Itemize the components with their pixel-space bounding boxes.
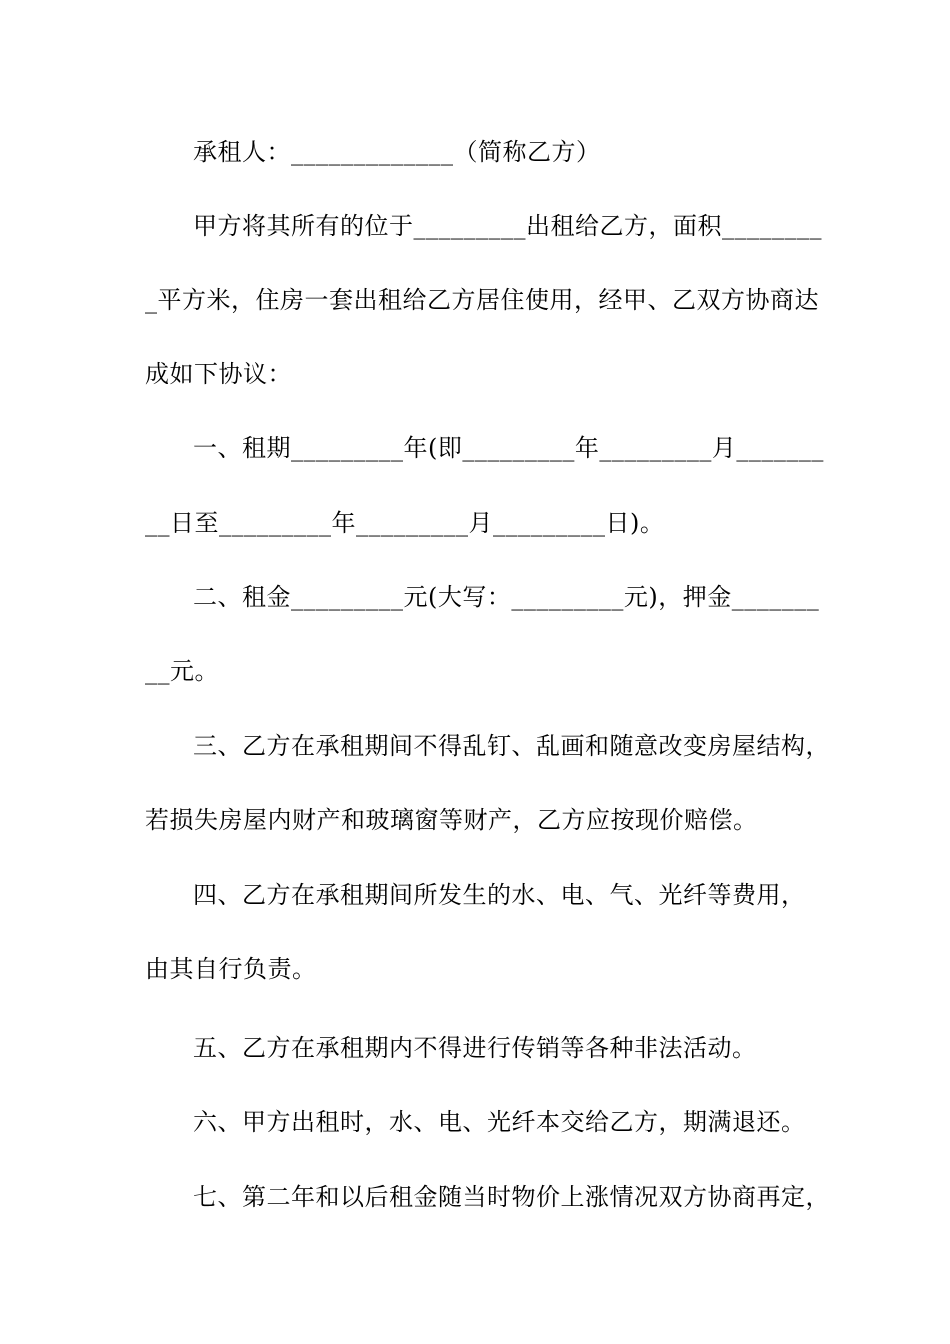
clause-3-line-2: 若损失房屋内财产和玻璃窗等财产，乙方应按现价赔偿。 xyxy=(145,806,758,834)
clause-7-line-1: 七、第二年和以后租金随当时物价上涨情况双方协商再定， xyxy=(193,1183,830,1211)
clause-1-line-2: __日至_________年_________月_________日)。 xyxy=(145,509,665,537)
paragraph-premises-line-3: 成如下协议： xyxy=(145,360,292,388)
clause-6: 六、甲方出租时，水、电、光纤本交给乙方，期满退还。 xyxy=(193,1108,806,1136)
paragraph-premises-line-2: _平方米，住房一套出租给乙方居住使用，经甲、乙双方协商达 xyxy=(145,286,819,314)
lessee-line: 承租人：_____________（简称乙方） xyxy=(193,138,601,166)
clause-5: 五、乙方在承租期内不得进行传销等各种非法活动。 xyxy=(193,1034,757,1062)
clause-3-line-1: 三、乙方在承租期间不得乱钉、乱画和随意改变房屋结构， xyxy=(193,732,830,760)
clause-2-line-1: 二、租金_________元(大写：_________元)，押金_______ xyxy=(193,583,820,611)
clause-2-line-2: __元。 xyxy=(145,657,219,685)
clause-1-line-1: 一、租期_________年(即_________年_________月_______ xyxy=(193,434,824,462)
paragraph-premises-line-1: 甲方将其所有的位于_________出租给乙方，面积________ xyxy=(193,212,822,240)
clause-4-line-2: 由其自行负责。 xyxy=(145,955,317,983)
clause-4-line-1: 四、乙方在承租期间所发生的水、电、气、光纤等费用， xyxy=(193,881,806,909)
